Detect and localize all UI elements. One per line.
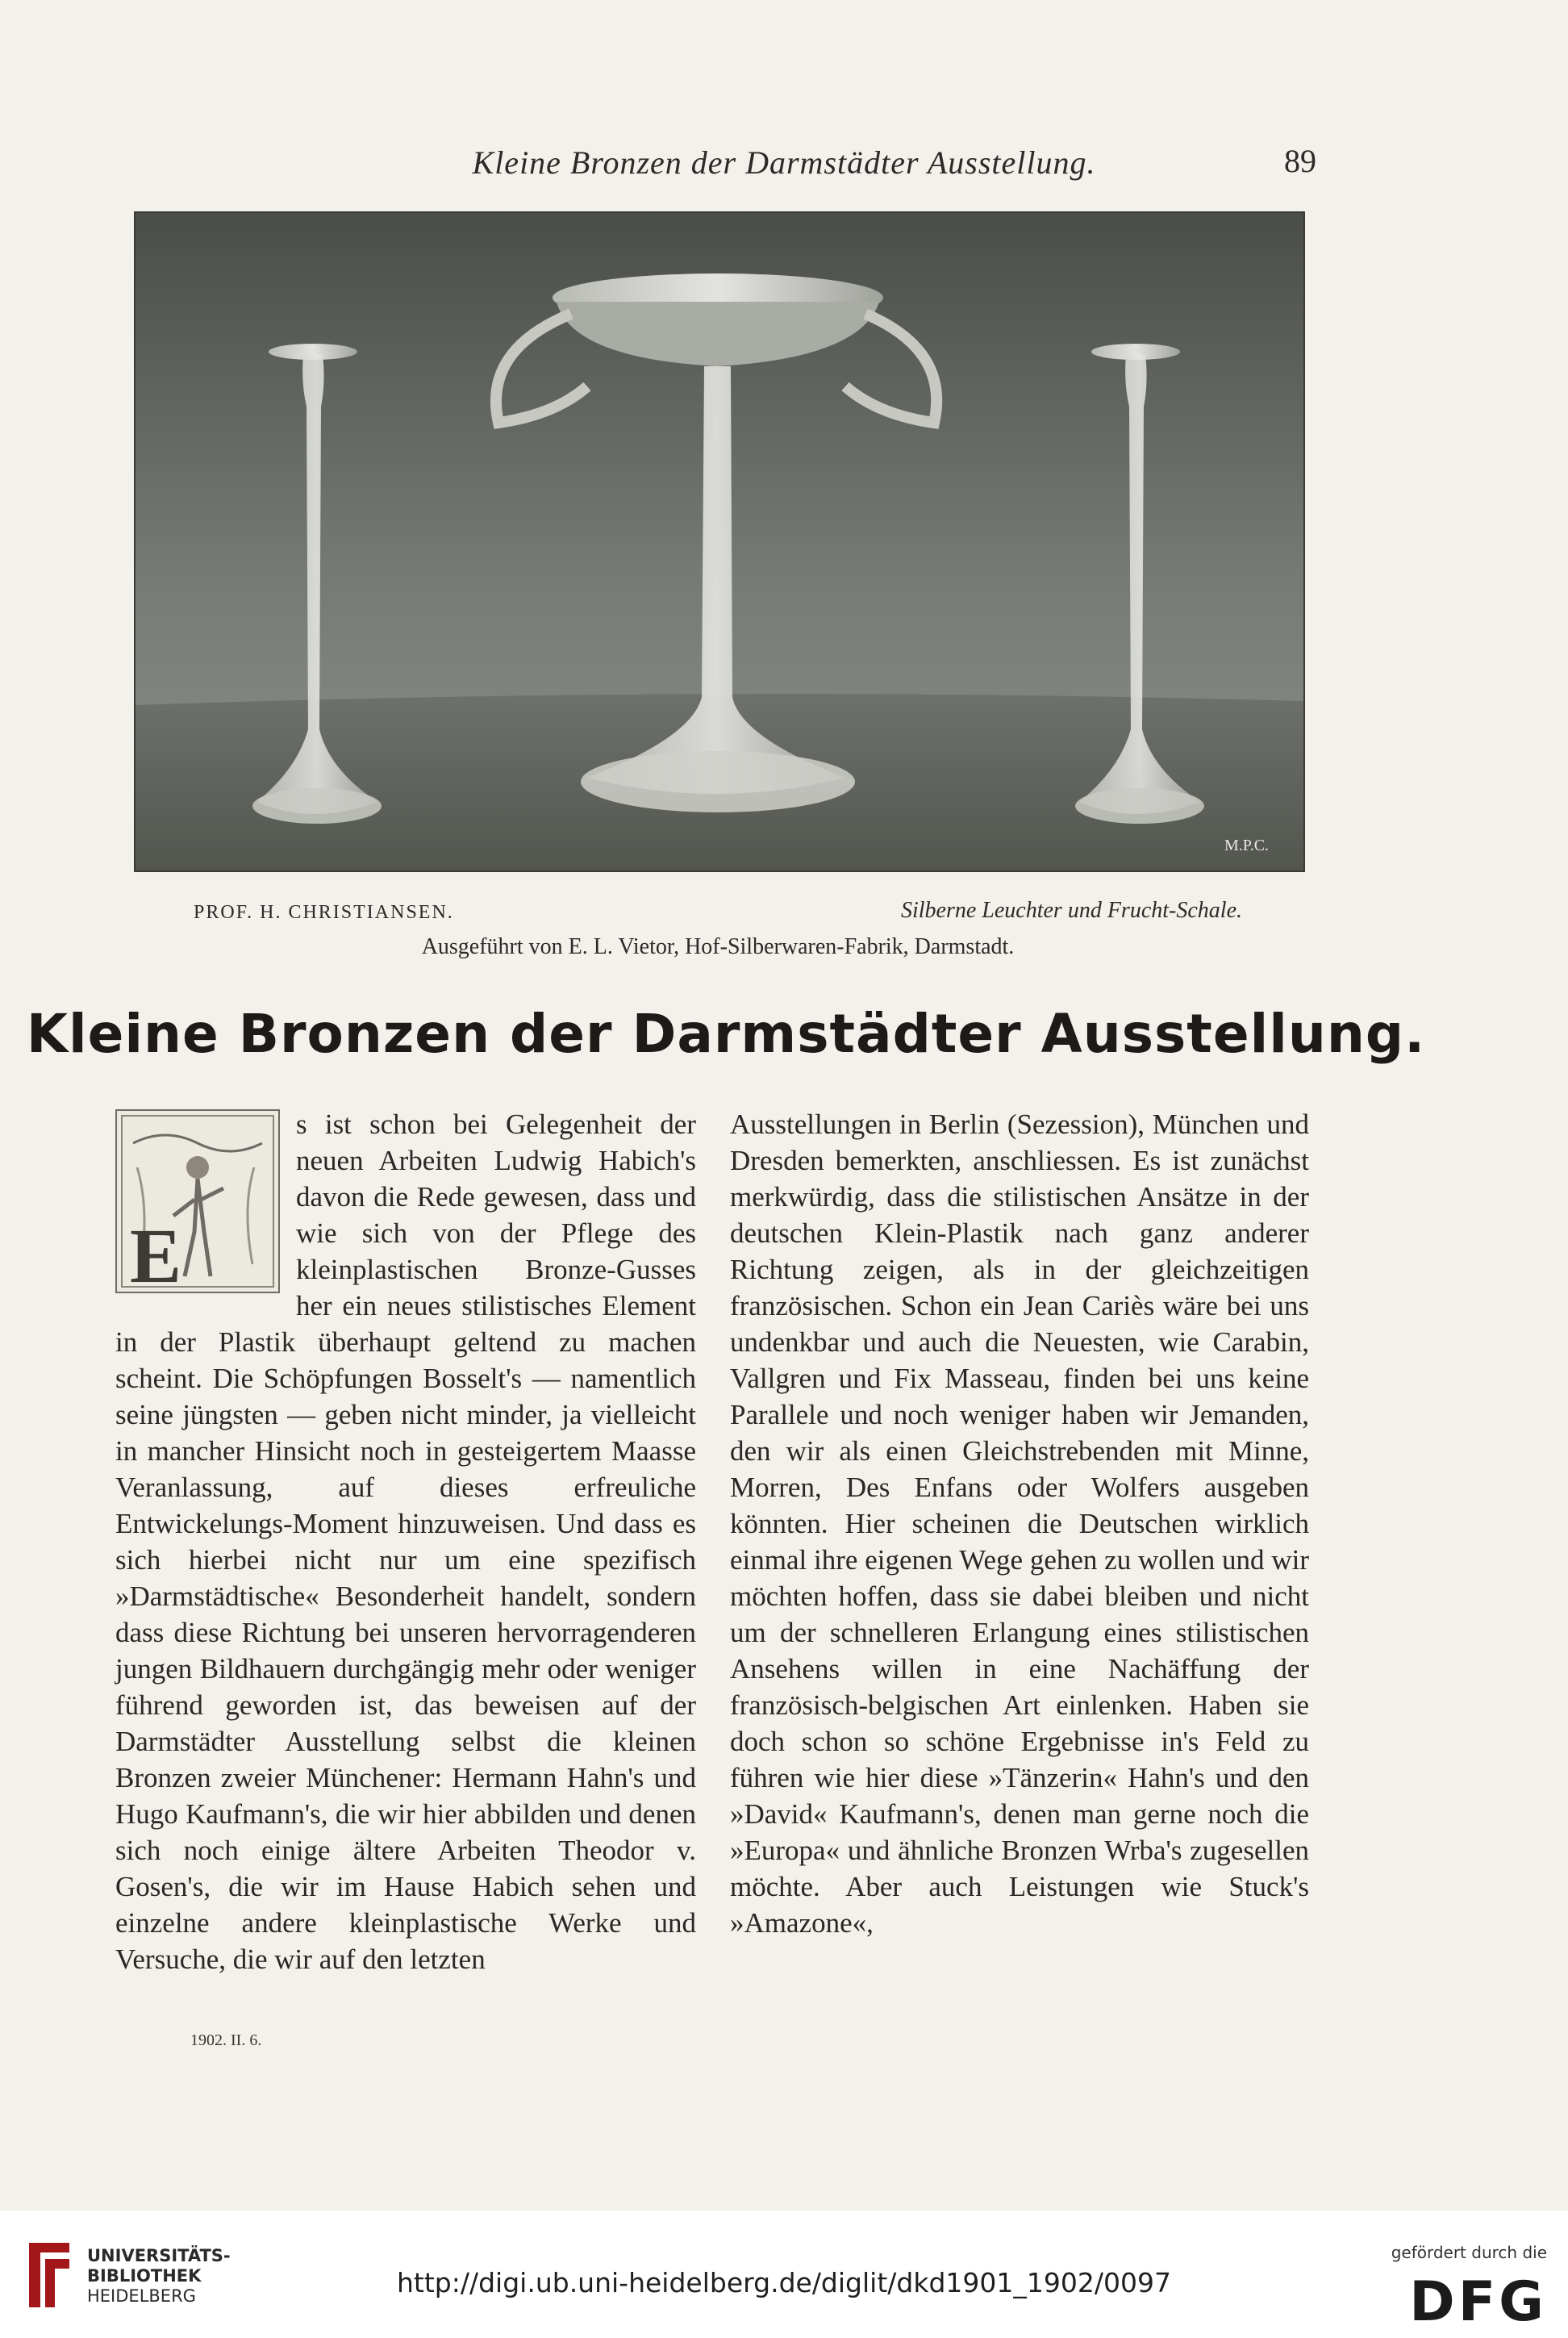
photo-illustration: [136, 213, 1303, 870]
permalink-url[interactable]: http://digi.ub.uni-heidelberg.de/diglit/dkd1901_1902/0097: [397, 2267, 1171, 2298]
text-column-right: [730, 1106, 1309, 1941]
library-name-line3: HEIDELBERG: [87, 2286, 196, 2306]
library-name-line1: UNIVERSITÄTS-: [87, 2246, 231, 2265]
caption-artist: PROF. H. CHRISTIANSEN.: [194, 902, 454, 923]
funder-label: gefördert durch die: [1391, 2243, 1547, 2262]
decorative-initial: [115, 1109, 280, 1293]
initial-letter: E: [130, 1213, 182, 1292]
archive-bar: [0, 2211, 1568, 2338]
article-title: Kleine Bronzen der Darmstädter Ausstellung.: [26, 1003, 1426, 1065]
running-title: Kleine Bronzen der Darmstädter Ausstellung.: [472, 144, 1096, 181]
text-column-left: [115, 1106, 696, 1977]
article-text-right: Ausstellungen in Berlin (Sezession), München und Dresden bemerkten, anschliessen. Es ist zunächst merkwürdig, dass die stilistischen Ansätze in der deutschen Klein-Plastik nach ganz anderer Richtung zeigen, als in der gleichzeitigen französischen. Schon ein Jean Cariès wäre bei uns undenkbar und auch die Neuesten, wie Carabin, Vallgren und Fix Masseau, finden bei uns keine Parallele und noch weniger haben wir Jemanden, den wir als einen Gleichstrebenden mit Minne, Morren, Des Enfans oder Wolfers ausgeben könnten. Hier scheinen die Deutschen wirklich einmal ihre eigenen Wege gehen zu wollen und wir möchten hoffen, dass sie dabei bleiben und nicht um der schnelleren Erlangung eines stilistischen Ansehens willen in eine Nachäffung der französisch-belgischen Art einlenken. Haben sie doch schon so schöne Ergebnisse in's Feld zu führen wie hier diese »Tänzerin« Hahn's und den »David« Kaufmann's, denen man gerne noch die »Europa« und ähnliche Bronzen Wrba's zugesellen möchte. Aber auch Leistungen wie Stuck's »Amazone«,: [730, 1108, 1309, 1939]
photo-monogram: M.P.C.: [1224, 837, 1270, 854]
dfg-logo: DFG: [1409, 2270, 1547, 2334]
photograph-candlesticks-and-fruit-bowl: [134, 211, 1305, 872]
caption-title: Silberne Leuchter und Frucht-Schale.: [900, 898, 1242, 923]
library-name-line2: BIBLIOTHEK: [87, 2266, 202, 2286]
article-text-left: s ist schon bei Gelegenheit der neuen Arbeiten Ludwig Habich's davon die Rede gewesen, dass und wie sich von der Pflege des kleinplastischen Bronze-Gusses her ein neues stilistisches Element in der Plastik überhaupt geltend zu machen scheint. Die Schöpfungen Bosselt's — namentlich seine jüngsten — geben nicht minder, ja vielleicht in mancher Hinsicht noch in gesteigertem Maasse Veranlassung, auf dieses erfreuliche Entwickelungs-Moment hinzuweisen. Und dass es sich hierbei nicht nur um eine spezifisch »Darmstädtische« Besonderheit handelt, sondern dass diese Richtung bei unseren hervorragenderen jungen Bildhauern durchgängig mehr oder weniger führend geworden ist, das beweisen auf der Darmstädter Ausstellung selbst die kleinen Bronzen zweier Münchener: Hermann Hahn's und Hugo Kaufmann's, die wir hier abbilden und denen sich noch einige ältere Arbeiten Theodor v. Gosen's, die wir im Hause Habich sehen und einzelne andere kleinplastische Werke und Versuche, die wir auf den letzten: [115, 1108, 696, 1975]
issue-signature: 1902. II. 6.: [190, 2031, 262, 2049]
page-number: 89: [1284, 143, 1316, 179]
caption-credit: Ausgeführt von E. L. Vietor, Hof-Silberwaren-Fabrik, Darmstadt.: [421, 934, 1015, 959]
